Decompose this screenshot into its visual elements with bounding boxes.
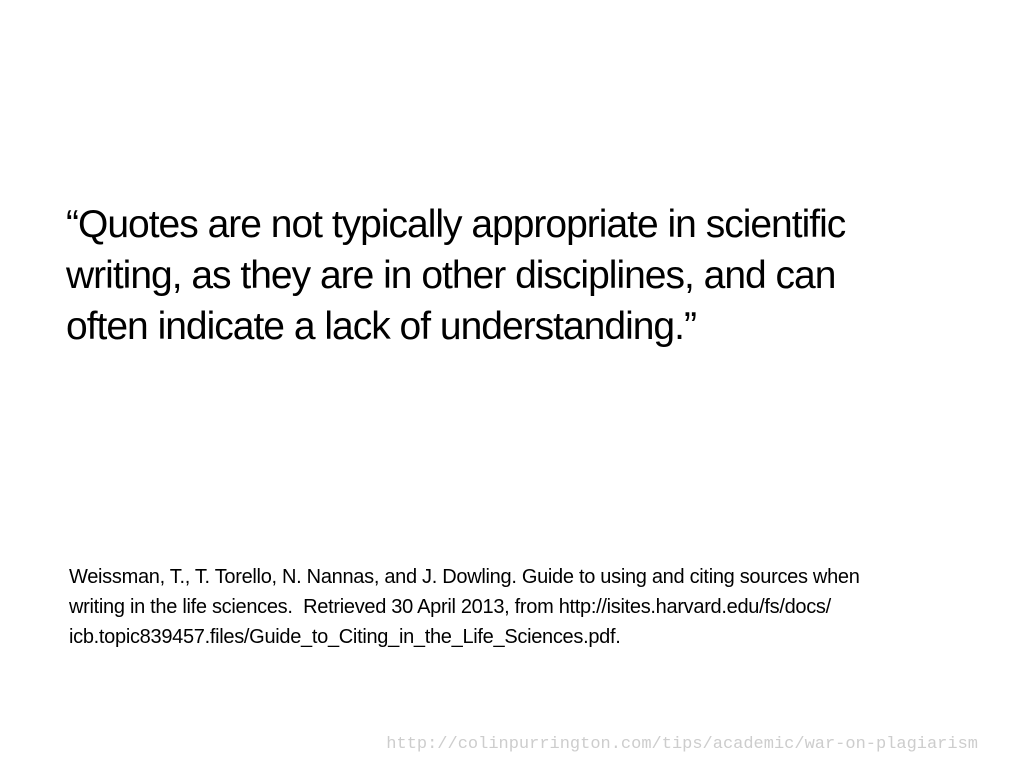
citation-line-3: icb.topic839457.files/Guide_to_Citing_in_the_Life_Sciences.pdf. — [69, 626, 621, 648]
citation-text-block — [69, 562, 969, 652]
quote-text-block — [66, 199, 996, 352]
quote-line-3: often indicate a lack of understanding.” — [66, 305, 696, 348]
quote-line-1: “Quotes are not typically appropriate in scientific — [66, 203, 846, 246]
citation-line-1: Weissman, T., T. Torello, N. Nannas, and J. Dowling. Guide to using and citing sources when — [69, 566, 860, 588]
quote-line-2: writing, as they are in other disciplines, and can — [66, 254, 836, 297]
citation-line-2: writing in the life sciences. Retrieved 30 April 2013, from http://isites.harvard.edu/fs/docs/ — [69, 596, 831, 618]
footer-watermark-url: http://colinpurrington.com/tips/academic/war-on-plagiarism — [386, 735, 978, 754]
